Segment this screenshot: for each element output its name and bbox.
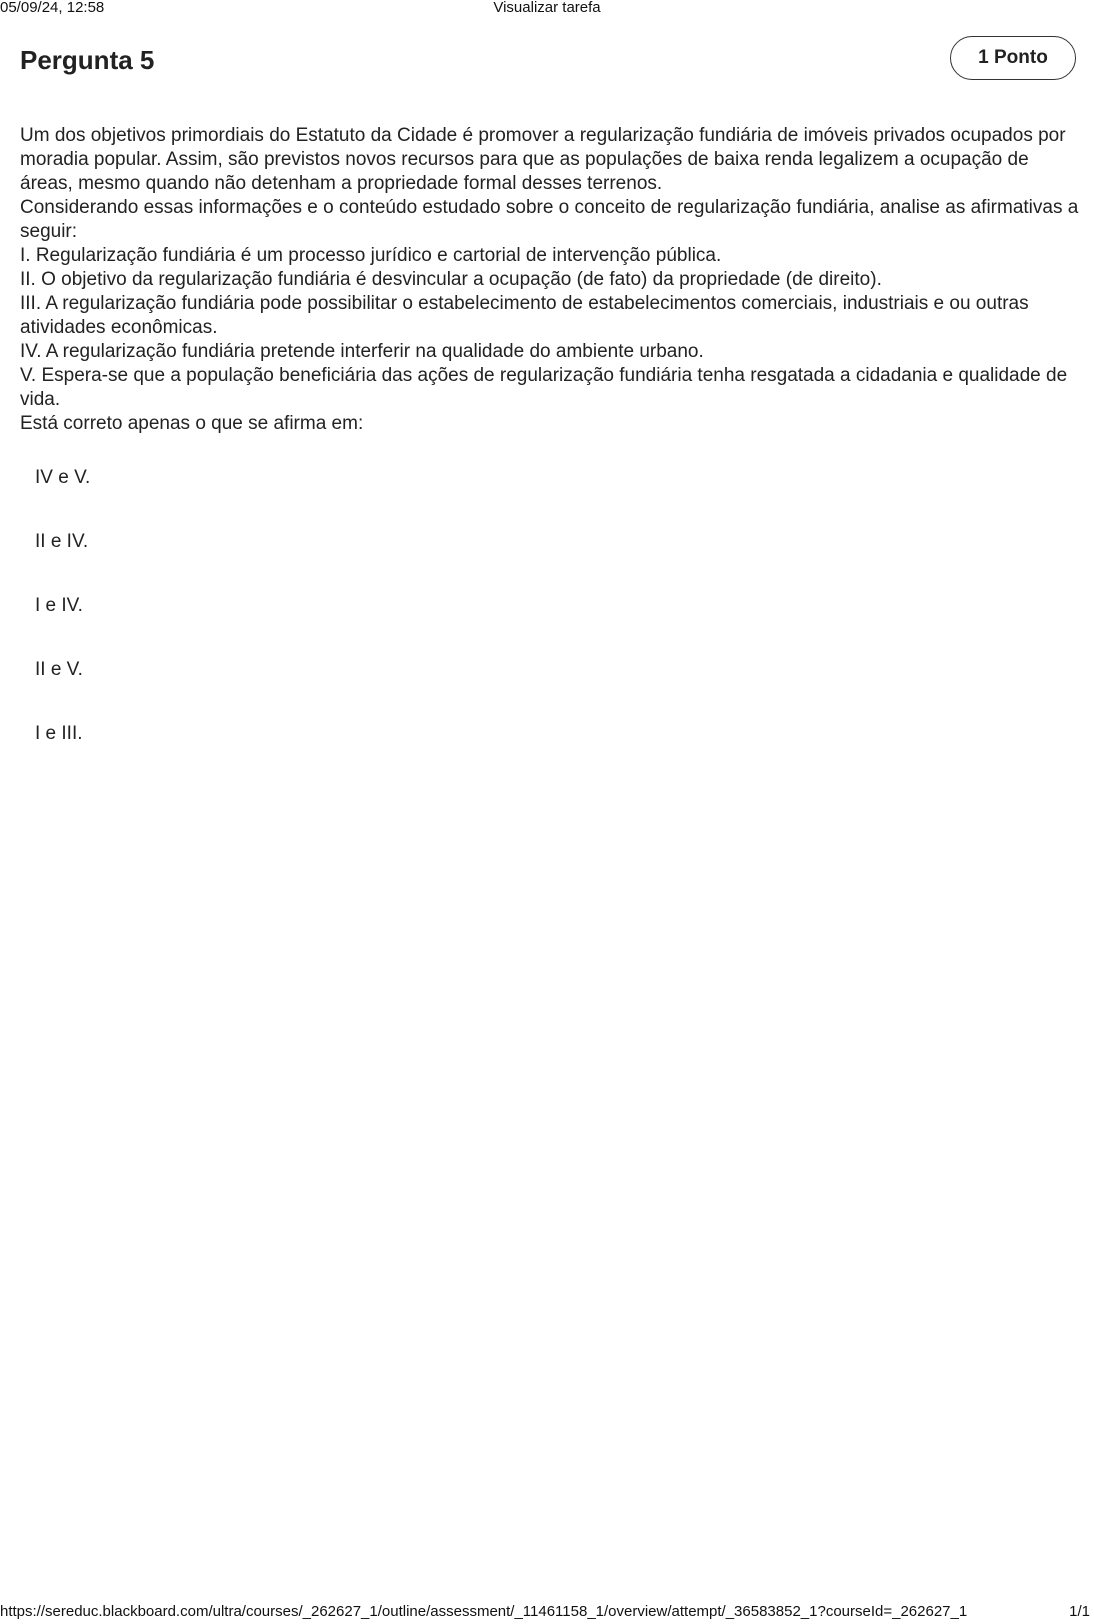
answer-option-d[interactable]: II e V. — [35, 659, 83, 680]
question-header — [20, 36, 1076, 86]
answer-option-b[interactable]: II e IV. — [35, 531, 89, 552]
statement-ii: II. O objetivo da regularização fundiária é desvincular a ocupação (de fato) da propriedade (de direito). — [20, 269, 882, 290]
question-prompt: Está correto apenas o que se afirma em: — [20, 413, 364, 434]
question-title: Pergunta 5 — [20, 45, 155, 75]
answer-option-e[interactable]: I e III. — [35, 723, 83, 744]
print-page-title: Visualizar tarefa — [493, 0, 601, 16]
answer-option-a[interactable]: IV e V. — [35, 467, 91, 488]
print-url: https://sereduc.blackboard.com/ultra/courses/_262627_1/outline/assessment/_11461158_1/overview/attempt/_36583852_1?courseId=_262627_1 — [0, 1603, 968, 1620]
statement-iii: III. A regularização fundiária pode possibilitar o estabelecimento de estabelecimentos comerciais, industriais e ou outras atividades econômicas. — [20, 293, 1029, 338]
question-paragraph-instruction: Considerando essas informações e o conteúdo estudado sobre o conceito de regularização fundiária, analise as afirmativas a seguir: — [20, 197, 1079, 242]
question-paragraph-intro: Um dos objetivos primordiais do Estatuto da Cidade é promover a regularização fundiária de imóveis privados ocupados por moradia popular. Assim, são previstos novos recursos para que as populações de baixa renda legalizem a ocupação de áreas, mesmo quando não detenham a propriedade formal desses terrenos. — [20, 125, 1066, 194]
statement-iv: IV. A regularização fundiária pretende interferir na qualidade do ambiente urbano. — [20, 341, 704, 362]
statement-i: I. Regularização fundiária é um processo jurídico e cartorial de intervenção pública. — [20, 245, 722, 266]
print-date: 05/09/24, 12:58 — [0, 0, 105, 16]
points-badge: 1 Ponto — [950, 36, 1076, 80]
print-page-number: 1/1 — [1069, 1603, 1090, 1620]
print-footer — [0, 1604, 1094, 1624]
print-header — [0, 0, 1094, 20]
statement-v: V. Espera-se que a população beneficiária das ações de regularização fundiária tenha resgatada a cidadania e qualidade de vida. — [20, 365, 1068, 410]
answer-option-c[interactable]: I e IV. — [35, 595, 83, 616]
question-text — [20, 124, 1080, 436]
answer-options — [35, 466, 635, 786]
